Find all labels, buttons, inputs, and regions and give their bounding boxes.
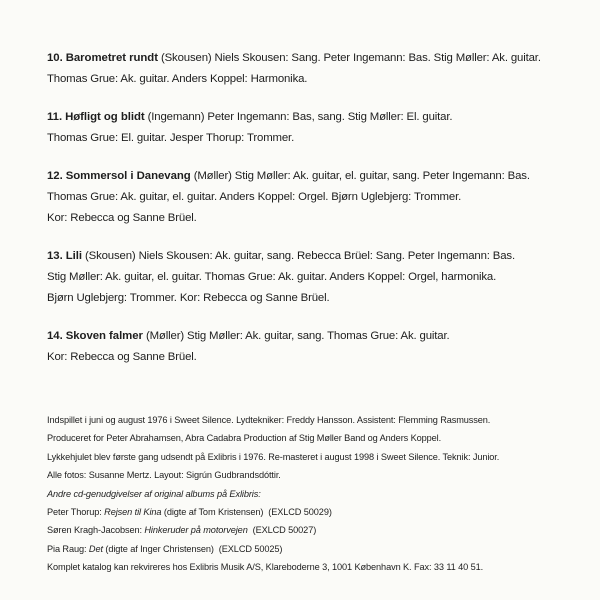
track-number: 14. — [47, 330, 63, 342]
track-credits: Kor: Rebecca og Sanne Brüel. — [47, 212, 197, 224]
catalog-contact: Komplet katalog kan rekvireres hos Exlibris Musik A/S, Klareboderne 3, 1001 København K. Fax: 33 11 40 51. — [47, 562, 484, 573]
release-album: Rejsen til Kina — [104, 507, 162, 518]
track-composer: (Møller) — [145, 330, 184, 342]
track-credits: Niels Skousen: Sang. Peter Ingemann: Bas. Stig Møller: Ak. guitar. — [214, 52, 541, 64]
track-composer: (Skousen) — [84, 250, 136, 262]
release-info: Lykkehjulet blev første gang udsendt på Exlibris i 1976. Re-masteret i august 1998 i Sweet Silence. Teknik: Junior. — [47, 451, 500, 462]
track-composer: (Skousen) — [160, 52, 212, 64]
track-credits: Thomas Grue: Ak. guitar, el. guitar. Anders Koppel: Orgel. Bjørn Uglebjerg: Trommer. — [47, 191, 462, 203]
track-11 — [47, 107, 592, 149]
track-line — [47, 246, 592, 267]
track-number: 11. — [47, 111, 63, 123]
track-credits: Thomas Grue: Ak. guitar. Anders Koppel: Harmonika. — [47, 73, 308, 85]
photo-layout-info: Alle fotos: Susanne Mertz. Layout: Sigrún Gudbrandsdóttir. — [47, 470, 281, 481]
track-number: 12. — [47, 170, 63, 182]
other-releases-heading: Andre cd-genudgivelser af original albums på Exlibris: — [47, 488, 261, 499]
release-album: Det — [88, 543, 103, 554]
track-title: Skoven falmer — [65, 330, 143, 342]
track-credits: Bjørn Uglebjerg: Trommer. Kor: Rebecca og Sanne Brüel. — [47, 292, 330, 304]
release-album: Hinkeruder på motorvejen — [144, 525, 248, 536]
recording-info: Indspillet i juni og august 1976 i Sweet Silence. Lydtekniker: Freddy Hansson. Assistent: Flemming Rasmussen. — [47, 415, 491, 425]
track-credits: Peter Ingemann: Bas, sang. Stig Møller: El. guitar. — [207, 111, 453, 123]
track-credits: Stig Møller: Ak. guitar, sang. Thomas Grue: Ak. guitar. — [187, 330, 450, 342]
track-title: Lili — [65, 250, 82, 262]
track-number: 10. — [47, 52, 63, 64]
track-credits: Thomas Grue: El. guitar. Jesper Thorup: Trommer. — [47, 132, 295, 144]
other-release-item — [47, 540, 592, 558]
track-credits: Niels Skousen: Ak. guitar, sang. Rebecca Brüel: Sang. Peter Ingemann: Bas. — [138, 250, 515, 262]
release-catalog-number: (EXLCD 50029) — [268, 507, 332, 518]
track-credits: Stig Møller: Ak. guitar, el. guitar, sang. Peter Ingemann: Bas. — [234, 170, 530, 182]
release-artist: Peter Thorup: — [47, 507, 102, 518]
other-release-item — [47, 521, 592, 539]
track-title: Sommersol i Danevang — [65, 170, 191, 182]
release-artist: Pia Raug: — [47, 543, 87, 554]
album-credits — [47, 411, 592, 577]
track-line — [47, 166, 592, 187]
track-line — [47, 107, 592, 128]
track-line — [47, 326, 592, 347]
production-info: Produceret for Peter Abrahamsen, Abra Cadabra Production af Stig Møller Band og Anders Koppel. — [47, 433, 442, 444]
release-catalog-number: (EXLCD 50025) — [218, 543, 283, 554]
track-10 — [47, 48, 592, 90]
track-14 — [47, 326, 592, 368]
other-release-item — [47, 503, 592, 521]
track-credits: Kor: Rebecca og Sanne Brüel. — [47, 351, 197, 363]
track-list — [47, 48, 592, 385]
track-12 — [47, 166, 592, 229]
release-catalog-number: (EXLCD 50027) — [252, 525, 317, 536]
track-composer: (Ingemann) — [147, 111, 205, 123]
track-title: Barometret rundt — [65, 52, 158, 64]
release-artist: Søren Kragh-Jacobsen: — [47, 525, 142, 536]
release-note: (digte af Tom Kristensen) — [163, 507, 264, 518]
track-13 — [47, 246, 592, 309]
track-title: Høfligt og blidt — [65, 111, 145, 123]
track-line — [47, 48, 592, 69]
track-credits: Stig Møller: Ak. guitar, el. guitar. Thomas Grue: Ak. guitar. Anders Koppel: Orgel, harmonika. — [47, 271, 497, 283]
track-composer: (Møller) — [193, 170, 232, 182]
track-number: 13. — [47, 250, 63, 262]
release-note: (digte af Inger Christensen) — [105, 543, 214, 554]
